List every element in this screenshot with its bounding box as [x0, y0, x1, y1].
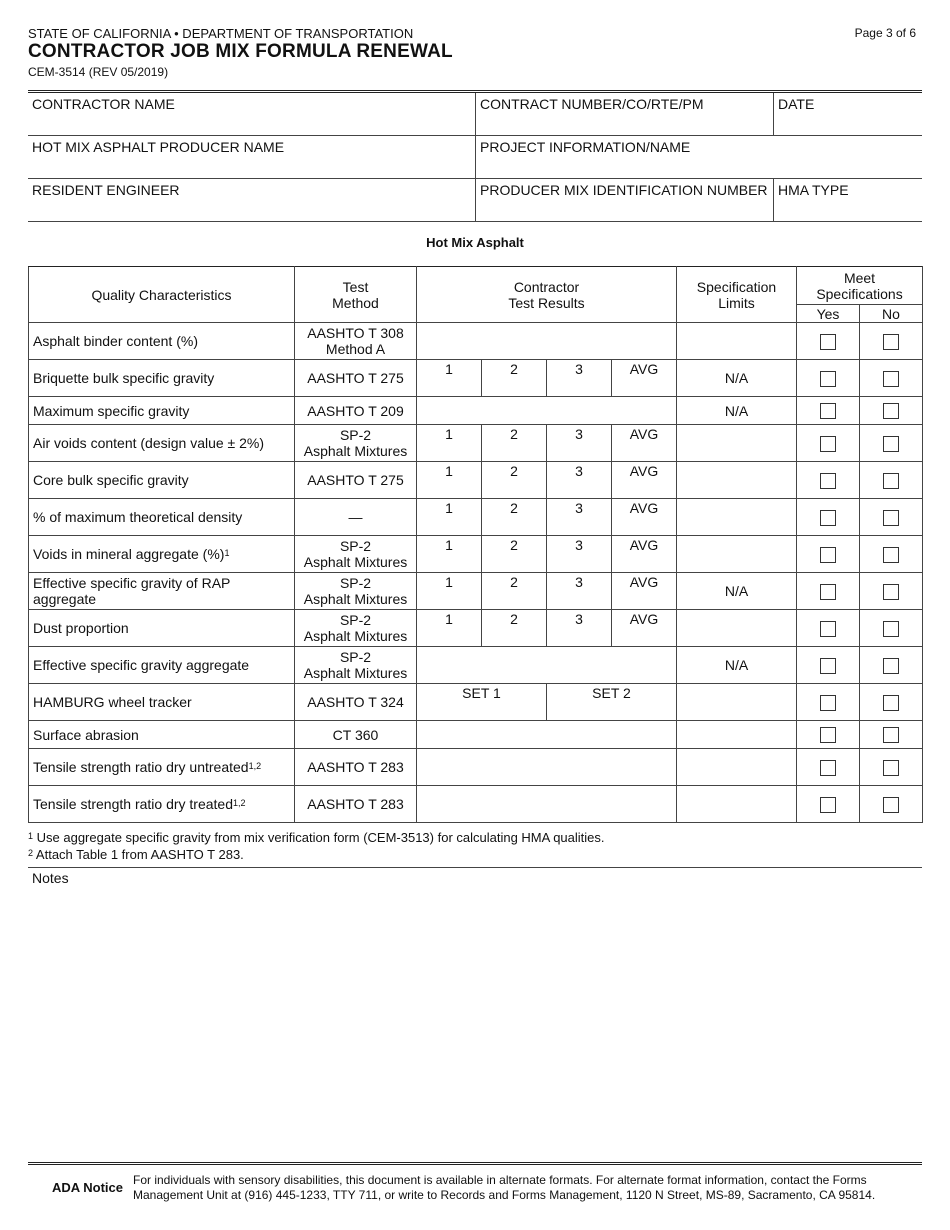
test-method-line2: Asphalt Mixtures [303, 665, 408, 681]
result-2-field[interactable]: 2 [482, 462, 547, 499]
ada-text [133, 1173, 913, 1203]
ada-notice [28, 1162, 922, 1203]
department-name: STATE OF CALIFORNIA • DEPARTMENT OF TRANSPORTATION [28, 26, 414, 41]
test-method-line2: Asphalt Mixtures [303, 591, 408, 607]
contractor-header-line1: Contractor [513, 278, 580, 295]
no-cell [860, 462, 923, 499]
test-method-line1: SP-2 [339, 612, 372, 628]
result-avg-field[interactable]: AVG [612, 573, 677, 610]
section-title: Hot Mix Asphalt [426, 235, 524, 250]
no-checkbox[interactable] [883, 436, 899, 452]
test-method [295, 323, 417, 360]
spec-limit: N/A [677, 647, 797, 684]
hma-type-field[interactable]: HMA TYPE [773, 179, 922, 221]
quality-name: HAMBURG wheel tracker [29, 684, 295, 721]
yes-checkbox[interactable] [820, 547, 836, 563]
test-method-line2: Asphalt Mixtures [303, 443, 408, 459]
results-field[interactable] [417, 786, 677, 823]
no-cell [860, 397, 923, 425]
spec-limit[interactable] [677, 323, 797, 360]
test-method [295, 536, 417, 573]
results-field[interactable] [417, 749, 677, 786]
test-method-line2: Asphalt Mixtures [303, 554, 408, 570]
table-row [29, 397, 923, 425]
yes-header: Yes [797, 305, 860, 323]
quality-header: Quality Characteristics [29, 267, 295, 323]
result-2-field[interactable]: 2 [482, 360, 547, 397]
no-cell [860, 323, 923, 360]
no-checkbox[interactable] [883, 547, 899, 563]
no-checkbox[interactable] [883, 695, 899, 711]
project-info-section [28, 90, 922, 222]
table-row [29, 323, 923, 360]
result-3-field[interactable]: 3 [547, 573, 612, 610]
quality-name: Effective specific gravity of RAP aggregate [29, 573, 295, 610]
spec-limit: N/A [677, 397, 797, 425]
yes-cell [797, 573, 860, 610]
date-field[interactable]: DATE [773, 93, 922, 135]
info-row [28, 179, 922, 222]
spec-header-line1: Specification [696, 278, 777, 295]
table-row [29, 425, 923, 462]
test-method-header-line1: Test [342, 278, 369, 295]
meet-spec-header [797, 267, 923, 305]
producer-mix-id-field[interactable]: PRODUCER MIX IDENTIFICATION NUMBER [475, 179, 773, 221]
results-field[interactable] [417, 323, 677, 360]
no-cell [860, 749, 923, 786]
result-3-field[interactable]: 3 [547, 536, 612, 573]
yes-checkbox[interactable] [820, 760, 836, 776]
info-row [28, 93, 922, 136]
quality-name: Asphalt binder content (%) [29, 323, 295, 360]
quality-name: Maximum specific gravity [29, 397, 295, 425]
footnote-ref: 1,2 [233, 798, 246, 808]
no-cell [860, 499, 923, 536]
form-number: CEM-3514 (REV 05/2019) [28, 65, 169, 79]
test-method [295, 647, 417, 684]
test-method-line1: SP-2 [339, 427, 372, 443]
result-3-field[interactable]: 3 [547, 462, 612, 499]
yes-cell [797, 462, 860, 499]
yes-checkbox[interactable] [820, 436, 836, 452]
results-field[interactable] [417, 397, 677, 425]
quality-name: Dust proportion [29, 610, 295, 647]
result-1-field[interactable]: 1 [417, 360, 482, 397]
meet-header-line2: Specifications [816, 285, 903, 302]
test-method-header [295, 267, 417, 323]
spec-limit[interactable] [677, 499, 797, 536]
test-method-line1: SP-2 [339, 575, 372, 591]
result-2-field[interactable]: 2 [482, 425, 547, 462]
yes-cell [797, 721, 860, 749]
result-1-field[interactable]: 1 [417, 425, 482, 462]
spec-limit[interactable] [677, 462, 797, 499]
form-title: CONTRACTOR JOB MIX FORMULA RENEWAL [28, 41, 453, 62]
spec-limit[interactable] [677, 749, 797, 786]
results-field[interactable] [417, 647, 677, 684]
project-info-field[interactable]: PROJECT INFORMATION/NAME [475, 136, 922, 178]
yes-cell [797, 610, 860, 647]
spec-limit: N/A [677, 360, 797, 397]
test-method-line2: Asphalt Mixtures [303, 628, 408, 644]
meet-header-line1: Meet [843, 269, 876, 286]
result-2-field[interactable]: 2 [482, 536, 547, 573]
spec-limits-header [677, 267, 797, 323]
quality-name-text: Tensile strength ratio dry treated [33, 796, 233, 812]
test-method-line1: AASHTO T 308 [307, 325, 404, 341]
no-checkbox[interactable] [883, 473, 899, 489]
footnote-2-mark: 2 [28, 848, 34, 858]
no-cell [860, 786, 923, 823]
yes-cell [797, 647, 860, 684]
footnote-1-mark: 1 [28, 831, 34, 841]
result-1-field[interactable]: 1 [417, 536, 482, 573]
spec-limit: N/A [677, 573, 797, 610]
yes-checkbox[interactable] [820, 473, 836, 489]
footnote-ref: 1 [224, 548, 230, 558]
spec-limit[interactable] [677, 684, 797, 721]
info-row [28, 136, 922, 179]
result-2-field[interactable]: 2 [482, 499, 547, 536]
no-header: No [860, 305, 923, 323]
yes-cell [797, 425, 860, 462]
result-3-field[interactable]: 3 [547, 425, 612, 462]
hma-test-table [28, 266, 923, 823]
page-number: Page 3 of 6 [854, 26, 916, 40]
test-method: AASHTO T 275 [295, 462, 417, 499]
table-row [29, 647, 923, 684]
no-cell [860, 536, 923, 573]
yes-checkbox[interactable] [820, 621, 836, 637]
yes-checkbox[interactable] [820, 797, 836, 813]
yes-checkbox[interactable] [820, 695, 836, 711]
test-method [295, 610, 417, 647]
yes-checkbox[interactable] [820, 584, 836, 600]
yes-cell [797, 397, 860, 425]
quality-name: % of maximum theoretical density [29, 499, 295, 536]
ada-label: ADA Notice [51, 1180, 123, 1195]
yes-cell [797, 749, 860, 786]
quality-name: Surface abrasion [29, 721, 295, 749]
yes-checkbox[interactable] [820, 658, 836, 674]
footnote-1-text: Use aggregate specific gravity from mix verification form (CEM-3513) for calculating HMA qualities. [36, 830, 605, 845]
producer-name-field[interactable]: HOT MIX ASPHALT PRODUCER NAME [32, 139, 285, 155]
contract-number-field[interactable]: CONTRACT NUMBER/CO/RTE/PM [475, 93, 773, 135]
result-avg-field[interactable]: AVG [612, 536, 677, 573]
notes-field[interactable]: Notes [32, 870, 69, 886]
result-3-field[interactable]: 3 [547, 360, 612, 397]
ada-line-2: Management Unit at (916) 445-1233, TTY 711, or write to Records and Forms Management, 1120 N Street, MS-89, Sacramento, CA 95814. [133, 1188, 876, 1202]
contractor-results-header [417, 267, 677, 323]
yes-cell [797, 360, 860, 397]
spec-limit[interactable] [677, 721, 797, 749]
no-checkbox[interactable] [883, 621, 899, 637]
footnote-2 [28, 846, 922, 863]
table-row [29, 536, 923, 573]
quality-name-text: Voids in mineral aggregate (%) [33, 546, 225, 562]
result-1-field[interactable]: 1 [417, 573, 482, 610]
footnotes [28, 829, 922, 868]
no-checkbox[interactable] [883, 760, 899, 776]
test-method: AASHTO T 275 [295, 360, 417, 397]
quality-name: Briquette bulk specific gravity [29, 360, 295, 397]
no-checkbox[interactable] [883, 584, 899, 600]
yes-cell [797, 536, 860, 573]
no-cell [860, 360, 923, 397]
no-checkbox[interactable] [883, 403, 899, 419]
no-cell [860, 425, 923, 462]
resident-engineer-field[interactable]: RESIDENT ENGINEER [32, 182, 180, 198]
result-avg-field[interactable]: AVG [612, 499, 677, 536]
result-avg-field[interactable]: AVG [612, 462, 677, 499]
table-row [29, 721, 923, 749]
test-method-line2: Method A [325, 341, 386, 357]
yes-cell [797, 323, 860, 360]
no-cell [860, 610, 923, 647]
result-3-field[interactable]: 3 [547, 610, 612, 647]
result-1-field[interactable]: 1 [417, 462, 482, 499]
yes-cell [797, 786, 860, 823]
table-row [29, 786, 923, 823]
result-3-field[interactable]: 3 [547, 499, 612, 536]
no-checkbox[interactable] [883, 334, 899, 350]
quality-name: Effective specific gravity aggregate [29, 647, 295, 684]
result-2-field[interactable]: 2 [482, 610, 547, 647]
table-row [29, 360, 923, 397]
no-cell [860, 684, 923, 721]
yes-checkbox[interactable] [820, 403, 836, 419]
result-avg-field[interactable]: AVG [612, 425, 677, 462]
quality-name: Air voids content (design value ± 2%) [29, 425, 295, 462]
no-cell [860, 721, 923, 749]
spec-limit[interactable] [677, 536, 797, 573]
quality-name [29, 786, 295, 823]
test-method [295, 573, 417, 610]
contractor-name-field[interactable]: CONTRACTOR NAME [32, 96, 175, 112]
test-method [295, 425, 417, 462]
footnote-ref: 1,2 [248, 761, 262, 771]
quality-name [29, 536, 295, 573]
ada-line-1: For individuals with sensory disabilities, this document is available in alternate formats. For alternate format information, contact the Forms [133, 1173, 867, 1187]
test-method-header-line2: Method [332, 294, 379, 311]
no-checkbox[interactable] [883, 797, 899, 813]
test-method: AASHTO T 283 [295, 749, 417, 786]
test-method: AASHTO T 324 [295, 684, 417, 721]
test-method: — [295, 499, 417, 536]
yes-checkbox[interactable] [820, 727, 836, 743]
table-row [29, 573, 923, 610]
result-avg-field[interactable]: AVG [612, 360, 677, 397]
spec-limit[interactable] [677, 425, 797, 462]
no-checkbox[interactable] [883, 658, 899, 674]
yes-cell [797, 684, 860, 721]
test-method-line1: SP-2 [339, 538, 372, 554]
table-row [29, 462, 923, 499]
results-field[interactable] [417, 721, 677, 749]
set-2-field[interactable]: SET 2 [547, 684, 677, 721]
no-cell [860, 573, 923, 610]
result-1-field[interactable]: 1 [417, 499, 482, 536]
contractor-header-line2: Test Results [508, 294, 585, 311]
test-method: AASHTO T 209 [295, 397, 417, 425]
test-method: AASHTO T 283 [295, 786, 417, 823]
spec-header-line2: Limits [718, 294, 755, 311]
result-1-field[interactable]: 1 [417, 610, 482, 647]
table-row [29, 684, 923, 721]
quality-name-text: Tensile strength ratio dry untreated [33, 759, 249, 775]
yes-checkbox[interactable] [820, 334, 836, 350]
no-checkbox[interactable] [883, 510, 899, 526]
no-cell [860, 647, 923, 684]
no-checkbox[interactable] [883, 371, 899, 387]
no-checkbox[interactable] [883, 727, 899, 743]
spec-limit[interactable] [677, 610, 797, 647]
yes-checkbox[interactable] [820, 510, 836, 526]
result-avg-field[interactable]: AVG [612, 610, 677, 647]
table-row [29, 749, 923, 786]
spec-limit[interactable] [677, 786, 797, 823]
quality-name [29, 749, 295, 786]
result-2-field[interactable]: 2 [482, 573, 547, 610]
set-1-field[interactable]: SET 1 [417, 684, 547, 721]
footnote-1 [28, 829, 922, 846]
test-method: CT 360 [295, 721, 417, 749]
test-method-line1: SP-2 [339, 649, 372, 665]
yes-cell [797, 499, 860, 536]
table-row [29, 610, 923, 647]
yes-checkbox[interactable] [820, 371, 836, 387]
quality-name: Core bulk specific gravity [29, 462, 295, 499]
table-row [29, 499, 923, 536]
footnote-2-text: Attach Table 1 from AASHTO T 283. [35, 847, 244, 862]
